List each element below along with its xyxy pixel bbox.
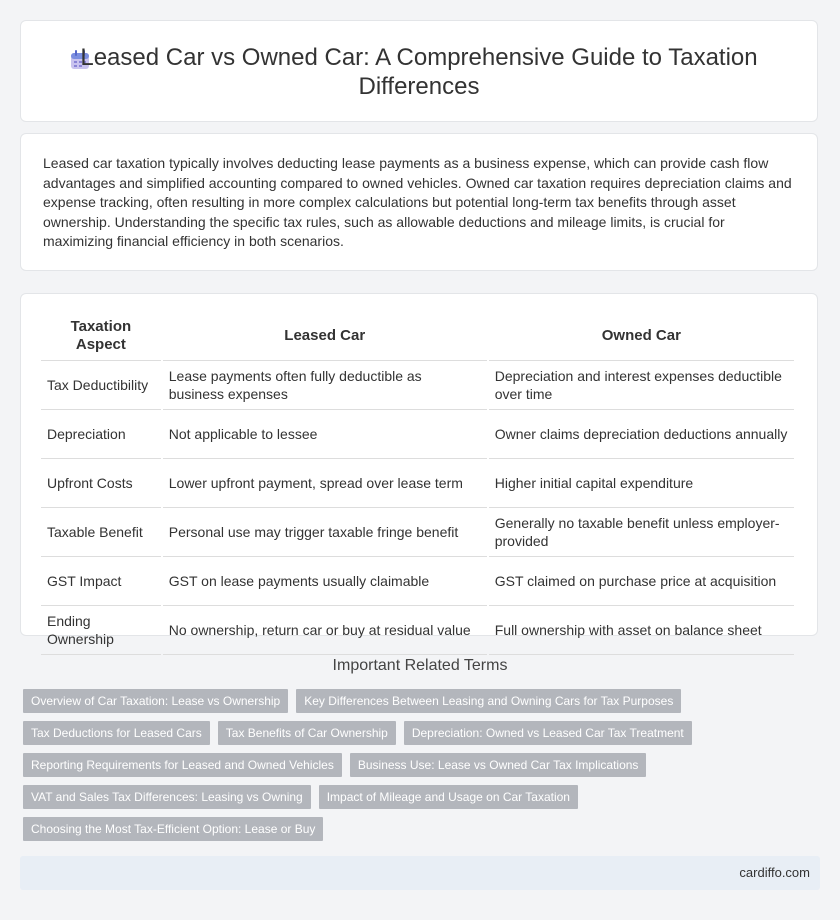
table-cell: Tax Deductibility [41, 361, 161, 410]
related-term-tag[interactable]: Tax Benefits of Car Ownership [218, 721, 396, 745]
table-cell: Lease payments often fully deductible as business expenses [163, 361, 487, 410]
tag-row [23, 817, 803, 841]
page-title: Leased Car vs Owned Car: A Comprehensive Guide to Taxation Differences [80, 44, 758, 100]
header-cell: Taxation Aspect [41, 312, 161, 361]
tag-row [23, 753, 803, 777]
related-term-tag[interactable]: Depreciation: Owned vs Leased Car Tax Treatment [404, 721, 692, 745]
table-cell: GST claimed on purchase price at acquisition [489, 557, 794, 606]
related-term-tag[interactable]: Key Differences Between Leasing and Owning Cars for Tax Purposes [296, 689, 681, 713]
intro-text: Leased car taxation typically involves deducting lease payments as a business expense, which can provide cash flow advantages and simplified accounting compared to owned vehicles. Owned car taxation requires depreciation claims and expense tracking, often resulting in more complex calculations but potential long-term tax benefits through asset ownership. Understanding the specific tax rules, such as allowable deductions and mileage limits, is crucial for maximizing financial efficiency in both scenarios. [43, 155, 792, 249]
related-terms-title: Important Related Terms [332, 657, 508, 674]
table-cell: Taxable Benefit [41, 508, 161, 557]
comparison-table-card [20, 293, 818, 647]
table-row [41, 508, 794, 557]
table-row [41, 361, 794, 410]
related-term-tag[interactable]: Choosing the Most Tax-Efficient Option: Lease or Buy [23, 817, 323, 841]
tag-row [23, 689, 803, 713]
table-cell: Lower upfront payment, spread over lease term [163, 459, 487, 508]
header-card [20, 20, 818, 122]
tag-row [23, 721, 803, 745]
related-term-tag[interactable]: Overview of Car Taxation: Lease vs Ownership [23, 689, 288, 713]
table-cell: Upfront Costs [41, 459, 161, 508]
related-term-tag[interactable]: Impact of Mileage and Usage on Car Taxation [319, 785, 578, 809]
intro-card [20, 133, 818, 271]
tag-row [23, 785, 803, 809]
table-cell: Depreciation and interest expenses deductible over time [489, 361, 794, 410]
table-row [41, 410, 794, 459]
table-row [41, 459, 794, 508]
table-cell: Not applicable to lessee [163, 410, 487, 459]
table-header-row [41, 312, 794, 361]
footer [20, 856, 820, 890]
header-cell: Leased Car [163, 312, 487, 361]
header-cell: Owned Car [489, 312, 794, 361]
related-terms-list [23, 689, 803, 849]
table-cell: Owner claims depreciation deductions annually [489, 410, 794, 459]
table-row [41, 606, 794, 655]
table-cell: Ending Ownership [41, 606, 161, 655]
related-term-tag[interactable]: Tax Deductions for Leased Cars [23, 721, 210, 745]
table-cell: Higher initial capital expenditure [489, 459, 794, 508]
footer-site-link[interactable]: cardiffo.com [739, 865, 810, 880]
table-cell: GST Impact [41, 557, 161, 606]
table-cell: Full ownership with asset on balance sheet [489, 606, 794, 655]
related-term-tag[interactable]: Business Use: Lease vs Owned Car Tax Implications [350, 753, 647, 777]
table-row [41, 557, 794, 606]
related-term-tag[interactable]: Reporting Requirements for Leased and Owned Vehicles [23, 753, 342, 777]
table-cell: GST on lease payments usually claimable [163, 557, 487, 606]
table-cell: Personal use may trigger taxable fringe benefit [163, 508, 487, 557]
table-cell: No ownership, return car or buy at residual value [163, 606, 487, 655]
table-cell: Depreciation [41, 410, 161, 459]
table-cell: Generally no taxable benefit unless employer-provided [489, 508, 794, 557]
related-term-tag[interactable]: VAT and Sales Tax Differences: Leasing vs Owning [23, 785, 311, 809]
comparison-table [39, 312, 796, 655]
